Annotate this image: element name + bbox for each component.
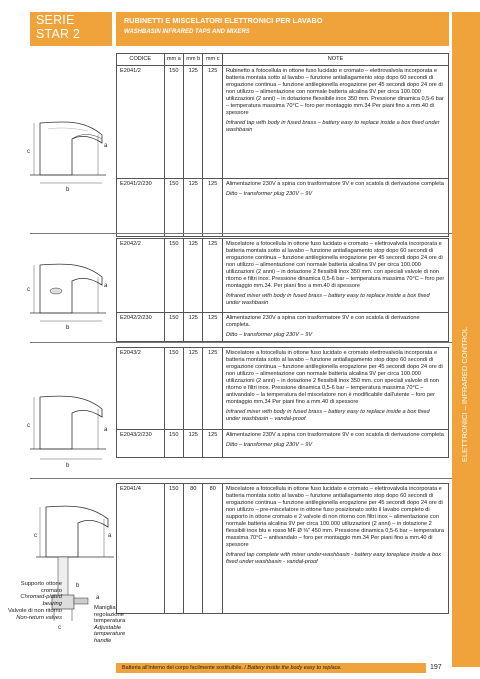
label-valves-it: Valvole di non ritorno bbox=[7, 608, 62, 614]
side-tab bbox=[452, 12, 480, 667]
note-it: Rubinetto a fotocellula in ottone fuso lucidato e cromato – elettrovalvola incorporata e batteria montata sotto al lavabo – funzione antiallagamento stop dopo 60 secondi di erogazione continua – funzione antilegionella erogazione per 45 secondi dopo 24 ore di non utilizzo – alimentazione con normale batteria alcalina 9V per circa 100.000 utilizzazioni (2 anni) – in dotazione flessibile inox 350 mm. Pressione dinamica 0,5-6 bar – temperatura massima 70°C – foro per montaggio mm.34 Per piani fino a mm.40 di spessore bbox=[225, 68, 444, 116]
dim-label-c-lower: c bbox=[58, 625, 61, 631]
dim-label-b: b bbox=[66, 187, 70, 193]
label-handle bbox=[94, 605, 144, 644]
footer-text-en: / Battery inside the body easy to replace. bbox=[242, 665, 342, 671]
series-line-1: SERIE bbox=[36, 13, 75, 27]
cell-a: 150 bbox=[164, 348, 183, 430]
note-en: Ditto – transformer plug 230V – 9V bbox=[225, 191, 313, 197]
page-number: 197 bbox=[430, 664, 442, 671]
page-subtitle: WASHBASIN INFRARED TAPS AND MIXERS bbox=[124, 29, 250, 35]
dim-label-a-lower: a bbox=[96, 595, 100, 601]
table-row bbox=[117, 66, 449, 179]
dim-label-c: c bbox=[27, 287, 30, 293]
cell-b: 125 bbox=[184, 239, 203, 313]
section-divider bbox=[30, 478, 452, 479]
note-en: Infrared tap complete with mixer under-washbasin - battery easy toreplace inside a box fixed under washbasin - vandal-proof bbox=[225, 552, 441, 565]
note-it: Miscelatore a fotocellula in ottone fuso lucidato e cromato elettrovalvola incorporata e batteria montata sotto al lavabo – funzione antiallagamento stop dopo 60 secondi di erogazione continua – funzione antilegionella erogazione per 45 secondi dopo 24 ore di non utilizzo – alimentazione con normale batteria alcalina 9V per circa 100.000 utilizzazioni (2 anni) – in dotazione 2 flessibili inox 350 mm. con speciali valvole di non ritorno e filtri inox. Pressione dinamica 0,5-6 bar – temperatura massima 70°C – antivandalo – la temperatura del miscelatore non è modificabile dall'utente – foro per montaggio mm.34 Per piani fino a mm.40 di spessore bbox=[225, 350, 443, 405]
page-title: RUBINETTI E MISCELATORI ELETTRONICI PER LAVABO bbox=[124, 16, 323, 25]
cell-code: E2042/2 bbox=[117, 239, 165, 313]
cell-b: 125 bbox=[184, 313, 203, 342]
dim-label-c: c bbox=[34, 533, 37, 539]
cell-c: 80 bbox=[203, 484, 222, 614]
table-row bbox=[117, 430, 449, 458]
table-row bbox=[117, 313, 449, 342]
note-it: Alimentazione 230V a spina con trasformatore 9V e con scatola di derivazione completa bbox=[225, 432, 444, 438]
label-handle-en: Adjustable temperature handle bbox=[94, 624, 126, 644]
note-en: Ditto – transformer plug 230V – 9V bbox=[225, 332, 313, 338]
note-en: Infrared mixer with body in fused brass – battery easy to replace inside a box fixed under washbasin – vandal-proof bbox=[225, 409, 430, 422]
tap-diagram-1 bbox=[10, 95, 110, 200]
note-it: Alimentazione 230V a spina con trasformatore 9V e con scatola di derivazione completa. bbox=[225, 315, 420, 328]
note-it: Miscelatore a fotocellula in ottone fuso lucidato e cromato – elettrovalvola incorporata e batteria montata sotto al lavabo – funzione antiallagamento stop dopo 60 secondi di erogazione continua – funzione antilegionella erogazione per 45 secondi dopo 24 ore di non utilizzo – pre-miscelatore in ottone fuso posizionato sotto il lavabo completo di supporto in ottone cromato e 2 valvole di non ritorno con filtri inox – alimentazione con normale batteria alcalina 9V per circa 100.000 utilizzazioni (2 anni) – in dotazione 2 flessibili inox blu e rosso MF Ø ⅜" 450 mm. Pressione dinamica 0,5-6 bar – temperatura massima 70°C – antivandalo – foro per montaggio mm.34 Per piani fino a mm.40 di spessore bbox=[225, 486, 444, 548]
cell-code: E2042/2/230 bbox=[117, 313, 165, 342]
label-support-en: Chromed-plated bearing bbox=[20, 594, 62, 607]
cell-c: 125 bbox=[203, 179, 222, 237]
cell-c: 125 bbox=[203, 348, 222, 430]
table-row bbox=[117, 239, 449, 313]
cell-a: 150 bbox=[164, 66, 183, 179]
label-support-it: Supporto ottone cromato bbox=[20, 581, 62, 594]
product-table-2 bbox=[116, 238, 449, 342]
cell-note bbox=[222, 430, 448, 458]
note-it: Alimentazione 230V a spina con trasformatore 9V e con scatola di derivazione completa bbox=[225, 181, 444, 187]
cell-note bbox=[222, 313, 448, 342]
header-b: mm b bbox=[184, 54, 203, 66]
table-row bbox=[117, 179, 449, 237]
note-en: Ditto – transformer plug 230V – 9V bbox=[225, 442, 313, 448]
cell-note bbox=[222, 484, 448, 614]
dim-label-b: b bbox=[66, 463, 70, 469]
cell-c: 125 bbox=[203, 239, 222, 313]
header-code: CODICE bbox=[117, 54, 165, 66]
cell-b: 125 bbox=[184, 430, 203, 458]
label-valves-en: Non-return valves bbox=[16, 614, 62, 621]
table-row bbox=[117, 484, 449, 614]
cell-a: 150 bbox=[164, 313, 183, 342]
cell-a: 150 bbox=[164, 484, 183, 614]
dim-label-a: a bbox=[104, 283, 108, 289]
footer-text-it: Batteria all'interno del corpo facilmente sostituibile. bbox=[122, 665, 243, 671]
cell-code: E2043/2 bbox=[117, 348, 165, 430]
cell-code: E2041/2/230 bbox=[117, 179, 165, 237]
cell-b: 125 bbox=[184, 348, 203, 430]
side-tab-label: ELETTRONICI – INFRARED CONTROL bbox=[460, 326, 469, 462]
header-a: mm a bbox=[164, 54, 183, 66]
series-line-2: STAR 2 bbox=[36, 27, 81, 41]
table-row bbox=[117, 348, 449, 430]
tap-drawing bbox=[10, 255, 110, 335]
tap-drawing bbox=[10, 95, 110, 195]
cell-note bbox=[222, 348, 448, 430]
dim-label-c: c bbox=[27, 423, 30, 429]
section-divider bbox=[30, 342, 452, 343]
tap-diagram-2 bbox=[10, 255, 110, 340]
section-divider bbox=[30, 233, 452, 234]
cell-b: 125 bbox=[184, 179, 203, 237]
tap-diagram-3 bbox=[10, 383, 110, 478]
cell-code: E2041/2 bbox=[117, 66, 165, 179]
dim-label-c: c bbox=[27, 149, 30, 155]
dim-label-b: b bbox=[66, 325, 70, 331]
product-table-3 bbox=[116, 347, 449, 458]
table-header-row bbox=[117, 54, 449, 66]
label-valves bbox=[4, 608, 62, 621]
series-badge bbox=[30, 12, 112, 46]
cell-a: 150 bbox=[164, 430, 183, 458]
cell-b: 80 bbox=[184, 484, 203, 614]
cell-b: 125 bbox=[184, 66, 203, 179]
product-table-4 bbox=[116, 483, 449, 614]
cell-c: 125 bbox=[203, 313, 222, 342]
dim-label-b: b bbox=[76, 583, 80, 589]
header-c: mm c bbox=[203, 54, 222, 66]
dim-label-a: a bbox=[108, 533, 112, 539]
cell-a: 150 bbox=[164, 179, 183, 237]
tap-drawing bbox=[10, 383, 110, 473]
note-en: Infrared tap with body in fused brass – battery easy to replace inside a box fixed under washbasin bbox=[225, 120, 440, 133]
product-table-1 bbox=[116, 53, 449, 237]
cell-code: E2043/2/230 bbox=[117, 430, 165, 458]
cell-c: 125 bbox=[203, 66, 222, 179]
cell-note bbox=[222, 179, 448, 237]
cell-code: E2041/4 bbox=[117, 484, 165, 614]
note-en: Infrared mixer with body in fused brass – battery easy to replace inside a box fixed under washbasin bbox=[225, 293, 430, 306]
cell-a: 150 bbox=[164, 239, 183, 313]
cell-c: 125 bbox=[203, 430, 222, 458]
cell-note bbox=[222, 239, 448, 313]
title-banner bbox=[116, 12, 449, 46]
label-support bbox=[4, 581, 62, 607]
header-note: NOTE bbox=[222, 54, 448, 66]
dim-label-a: a bbox=[104, 143, 108, 149]
note-it: Miscelatore a fotocellula in ottone fuso lucidato e cromato – elettrovalvola incorporata e batteria montata sotto al lavabo – funzione antiallagamento stop dopo 60 secondi di erogazione continua – funzione antilegionella erogazione per 45 secondi dopo 24 ore di non utilizzo – alimentazione con normale batteria alcalina 9V per circa 100.000 utilizzazioni (2 anni) – in dotazione 2 flessibili inox 350 mm. con speciali valvole di non ritorno e filtri inox. Pressione dinamica 0,5-6 bar – temperatura massima 70°C – foro per montaggio mm.34. Per piani fino a mm.40 di spessore bbox=[225, 241, 445, 289]
cell-note bbox=[222, 66, 448, 179]
dim-label-a: a bbox=[104, 427, 108, 433]
label-handle-it: Maniglia regolazione temperatura bbox=[94, 605, 126, 624]
footer-note bbox=[116, 663, 426, 673]
